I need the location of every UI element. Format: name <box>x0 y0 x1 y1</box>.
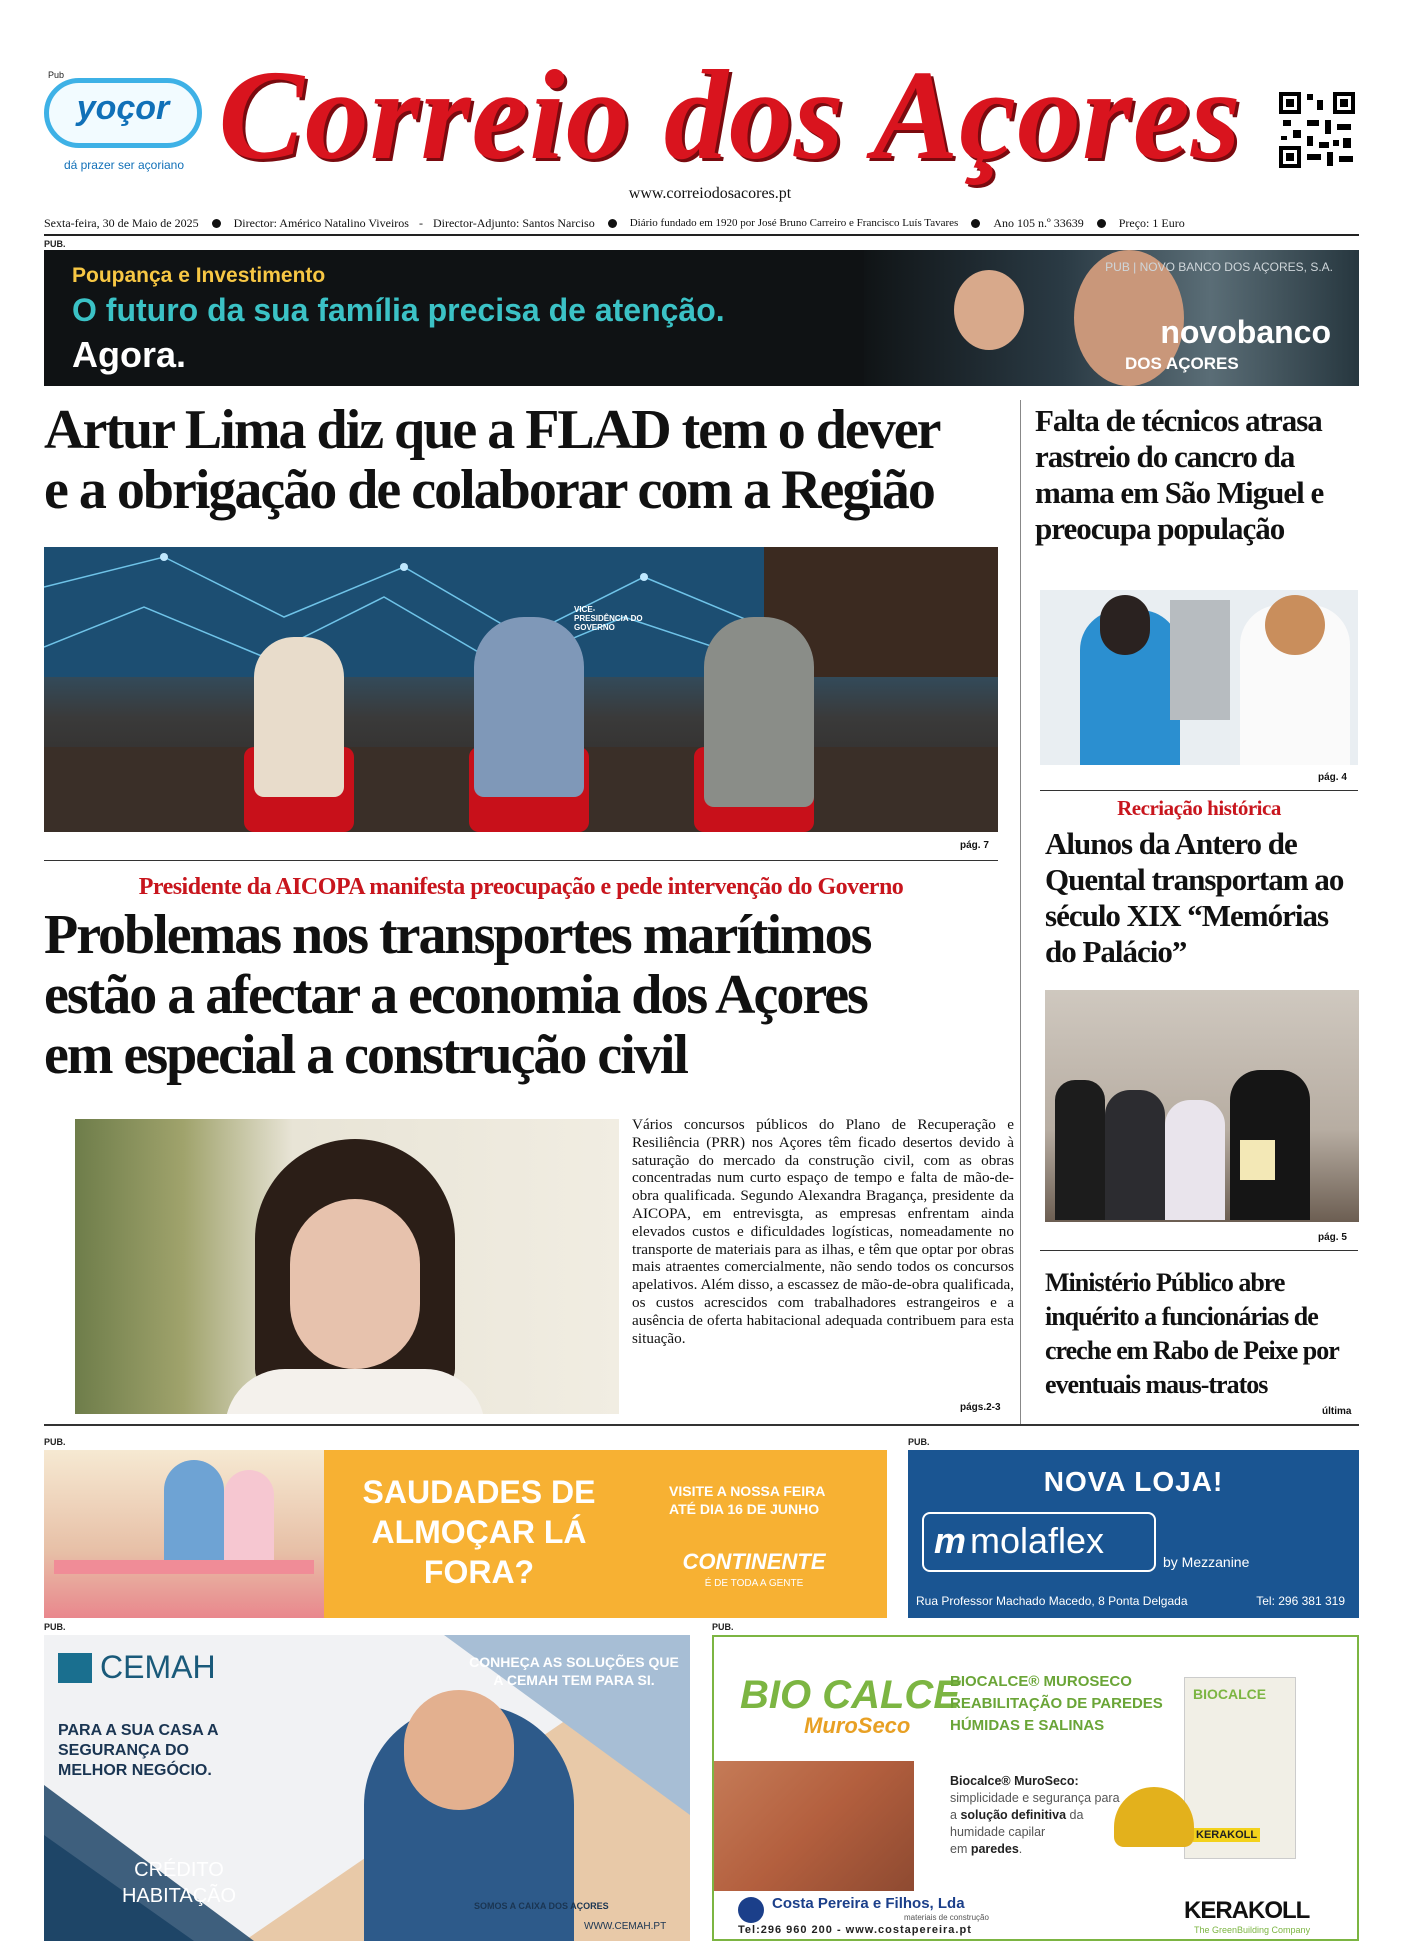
costume-figure <box>1165 1100 1225 1220</box>
page-ref: pág. 5 <box>1318 1232 1347 1243</box>
pub-label: Pub <box>48 70 65 80</box>
page-ref: págs.2-3 <box>960 1402 1001 1413</box>
costa-pereira-logo-icon <box>738 1897 764 1923</box>
continente-ad[interactable] <box>44 1450 887 1618</box>
ad-offer: CONHEÇA AS SOLUÇÕES QUE A CEMAH TEM PARA SI. <box>469 1654 679 1688</box>
pub-label: PUB. <box>44 239 66 249</box>
ad-headline: NOVA LOJA! <box>1043 1466 1224 1497</box>
side-kicker: Recriação histórica <box>1117 796 1281 820</box>
kerakoll-logo: KERAKOLL <box>1184 1897 1310 1924</box>
bag-brand: KERAKOLL <box>1193 1828 1260 1842</box>
bullet-icon <box>212 219 221 228</box>
continente-logo-sub: É DE TODA A GENTE <box>704 1578 804 1589</box>
technician-hair <box>1265 595 1325 655</box>
ad-headline: SAUDADES DE ALMOÇAR LÁ FORA? <box>362 1474 596 1590</box>
ad-photo <box>44 1450 324 1618</box>
ad-headline: O futuro da sua família precisa de atenção. <box>72 292 725 328</box>
yocor-tagline: dá prazer ser açoriano <box>63 158 185 172</box>
distributor: Costa Pereira e Filhos, Lda <box>772 1895 965 1912</box>
lead-headline-line: Artur Lima diz que a FLAD tem o dever <box>44 399 940 461</box>
pub-label: PUB. <box>908 1437 930 1447</box>
distributor-sub: materiais de construção <box>904 1913 989 1922</box>
founded-note: Diário fundado em 1920 por José Bruno Carreiro e Francisco Luís Tavares <box>629 217 959 229</box>
ad-desc-line: a solução definitiva da <box>950 1808 1084 1822</box>
ad-desc-line: Biocalce® MuroSeco: <box>950 1774 1079 1788</box>
main-body: Vários concursos públicos do Plano de Recuperação e Resiliência (PRR) nos Açores têm ficado desertos devido à saturação do mercado da construção civil, com as obras concentradas num curto espaço de tempo e falta de mão-de-obra qualificada. Segundo Alexandra Bragança, presidente da AICOPA, em entrevisgta, as empresas enfrentam ainda elevados custos e dificuldades logísticas, nomeadamente no transporte de materiais para as ilhas, e têm que optar por obras mais atraentes comercialmente, não sendo todos os concursos apelativos. Além disso, a escassez de mão-de-obra qualificada, os custos acrescidos com trabalhadores estrangeiros e a ausência de oferta habitacional adequada contribuem para esta situação. <box>632 1116 1014 1347</box>
bullet-icon <box>1097 219 1106 228</box>
costume-figure <box>1055 1080 1105 1220</box>
baby-figure <box>954 270 1024 350</box>
ad-tagline: PARA A SUA CASA A SEGURANÇA DO MELHOR NEGÓCIO. <box>58 1722 218 1779</box>
distributor-contact: Tel:296 960 200 - www.costapereira.pt <box>738 1924 972 1936</box>
ad-kicker: Poupança e Investimento <box>72 264 326 287</box>
molaflex-ad[interactable] <box>908 1450 1359 1618</box>
novobanco-logo: novobanco <box>1160 314 1331 350</box>
ad-address: Rua Professor Machado Macedo, 8 Ponta Delgada <box>916 1594 1188 1608</box>
pub-label: PUB. <box>44 1437 66 1447</box>
divider <box>1040 790 1358 791</box>
main-photo[interactable] <box>75 1119 619 1414</box>
bullet-icon <box>971 219 980 228</box>
ad-disclaimer: PUB | NOVO BANCO DOS AÇORES, S.A. <box>1105 260 1333 274</box>
girl-figure <box>224 1470 274 1560</box>
product-bag <box>1184 1677 1296 1859</box>
portrait-shirt <box>225 1369 485 1414</box>
main-headline-line: estão a afectar a economia dos Açores <box>44 964 867 1026</box>
kerakoll-logo-sub: The GreenBuilding Company <box>1194 1925 1311 1935</box>
molaflex-logo-box <box>922 1512 1156 1572</box>
cemah-logo: CEMAH <box>100 1649 216 1685</box>
pub-label: PUB. <box>712 1622 734 1632</box>
main-headline-line: Problemas nos transportes marítimos <box>44 904 871 966</box>
lead-headline[interactable] <box>44 400 1014 520</box>
website-url[interactable]: www.correiodosacores.pt <box>628 185 792 202</box>
mammography-photo[interactable] <box>1040 590 1358 765</box>
speaker-figure <box>474 617 584 797</box>
novobanco-logo-sub: DOS AÇORES <box>1125 354 1239 373</box>
main-headline[interactable] <box>44 905 1014 1085</box>
cemah-ad[interactable] <box>44 1635 690 1941</box>
patient-hair <box>1100 595 1150 655</box>
ad-product: CRÉDITO HABITAÇÃO <box>121 1859 237 1907</box>
side-headline-3[interactable]: Ministério Público abre inquérito a funcionárias de creche em Rabo de Peixe por eventuais maus-tratos <box>1045 1268 1339 1399</box>
page-ref: pág. 7 <box>960 840 989 851</box>
ad-headline <box>950 1671 1163 1737</box>
mammography-machine <box>1170 600 1230 720</box>
molaflex-m-icon: m <box>934 1520 967 1561</box>
bullet-icon <box>608 219 617 228</box>
ad-headline-line: REABILITAÇÃO DE PAREDES <box>950 1695 1163 1712</box>
screen-text: VICE-PRESIDÊNCIA DO GOVERNO <box>574 605 643 632</box>
masthead-info-bar <box>44 212 1359 236</box>
brick-wall-photo <box>714 1761 914 1891</box>
ad-headline-line: HÚMIDAS E SALINAS <box>950 1717 1105 1734</box>
divider <box>44 1424 1359 1426</box>
biocalce-logo-sub: MuroSeco <box>804 1713 911 1738</box>
recreation-photo[interactable] <box>1045 990 1359 1222</box>
main-headline-line: em especial a construção civil <box>44 1024 687 1086</box>
ad-desc-line: humidade capilar <box>950 1825 1046 1839</box>
side-headline-1[interactable]: Falta de técnicos atrasa rastreio do cancro da mama em São Miguel e preocupa população <box>1035 403 1324 546</box>
pub-label: PUB. <box>44 1622 66 1632</box>
page-ref: pág. 4 <box>1318 772 1347 783</box>
ad-by: by Mezzanine <box>1163 1554 1250 1570</box>
biocalce-ad[interactable] <box>712 1635 1359 1941</box>
continente-logo: CONTINENTE <box>682 1549 826 1574</box>
lead-photo[interactable] <box>44 547 998 832</box>
separator: - <box>418 215 423 230</box>
speaker-figure <box>704 617 814 807</box>
page-ref: última <box>1322 1406 1352 1417</box>
couple-face <box>404 1690 514 1810</box>
ad-phone: Tel: 296 381 319 <box>1256 1594 1345 1608</box>
director: Director: Américo Natalino Viveiros <box>233 215 409 230</box>
cemah-logo-icon <box>58 1653 92 1683</box>
certificate <box>1240 1140 1275 1180</box>
column-divider <box>1020 400 1021 1425</box>
yocor-logo[interactable] <box>44 78 202 148</box>
novobanco-ad[interactable] <box>44 250 1359 386</box>
newspaper-title[interactable]: Correio dos Açores <box>218 44 1242 186</box>
lead-headline-line: e a obrigação de colaborar com a Região <box>44 459 934 521</box>
price: Preço: 1 Euro <box>1118 215 1185 230</box>
side-headline-2[interactable]: Alunos da Antero de Quental transportam ao século XIX “Memórias do Palácio” <box>1045 826 1344 969</box>
ad-now: Agora. <box>72 334 187 375</box>
biocalce-logo: BIO CALCE <box>740 1673 960 1717</box>
yocor-logo-text: yoçor <box>76 89 170 127</box>
speaker-figure <box>254 637 344 797</box>
ad-promo: VISITE A NOSSA FEIRA ATÉ DIA 16 DE JUNHO <box>669 1483 825 1517</box>
divider <box>1040 1250 1358 1251</box>
ad-url: WWW.CEMAH.PT <box>584 1921 667 1932</box>
issue-date: Sexta-feira, 30 de Maio de 2025 <box>44 215 199 230</box>
costume-figure <box>1105 1090 1165 1220</box>
ad-desc-line: simplicidade e segurança para <box>950 1791 1120 1805</box>
woman-figure <box>164 1460 224 1560</box>
issue-number: Ano 105 n.º 33639 <box>993 215 1084 230</box>
qr-code-icon[interactable] <box>1277 90 1357 170</box>
bag-label: BIOCALCE <box>1193 1686 1267 1702</box>
ad-desc-line: em paredes. <box>950 1842 1023 1856</box>
main-kicker: Presidente da AICOPA manifesta preocupação e pede intervenção do Governo <box>138 874 904 900</box>
deputy-director: Director-Adjunto: Santos Narciso <box>432 215 595 230</box>
pink-chair <box>54 1560 314 1574</box>
portrait-face <box>290 1199 420 1369</box>
ad-slogan: SOMOS A CAIXA DOS AÇORES <box>474 1901 609 1911</box>
ad-headline-line: BIOCALCE® MUROSECO <box>950 1673 1132 1690</box>
molaflex-logo: molaflex <box>970 1520 1105 1561</box>
divider <box>44 860 998 861</box>
